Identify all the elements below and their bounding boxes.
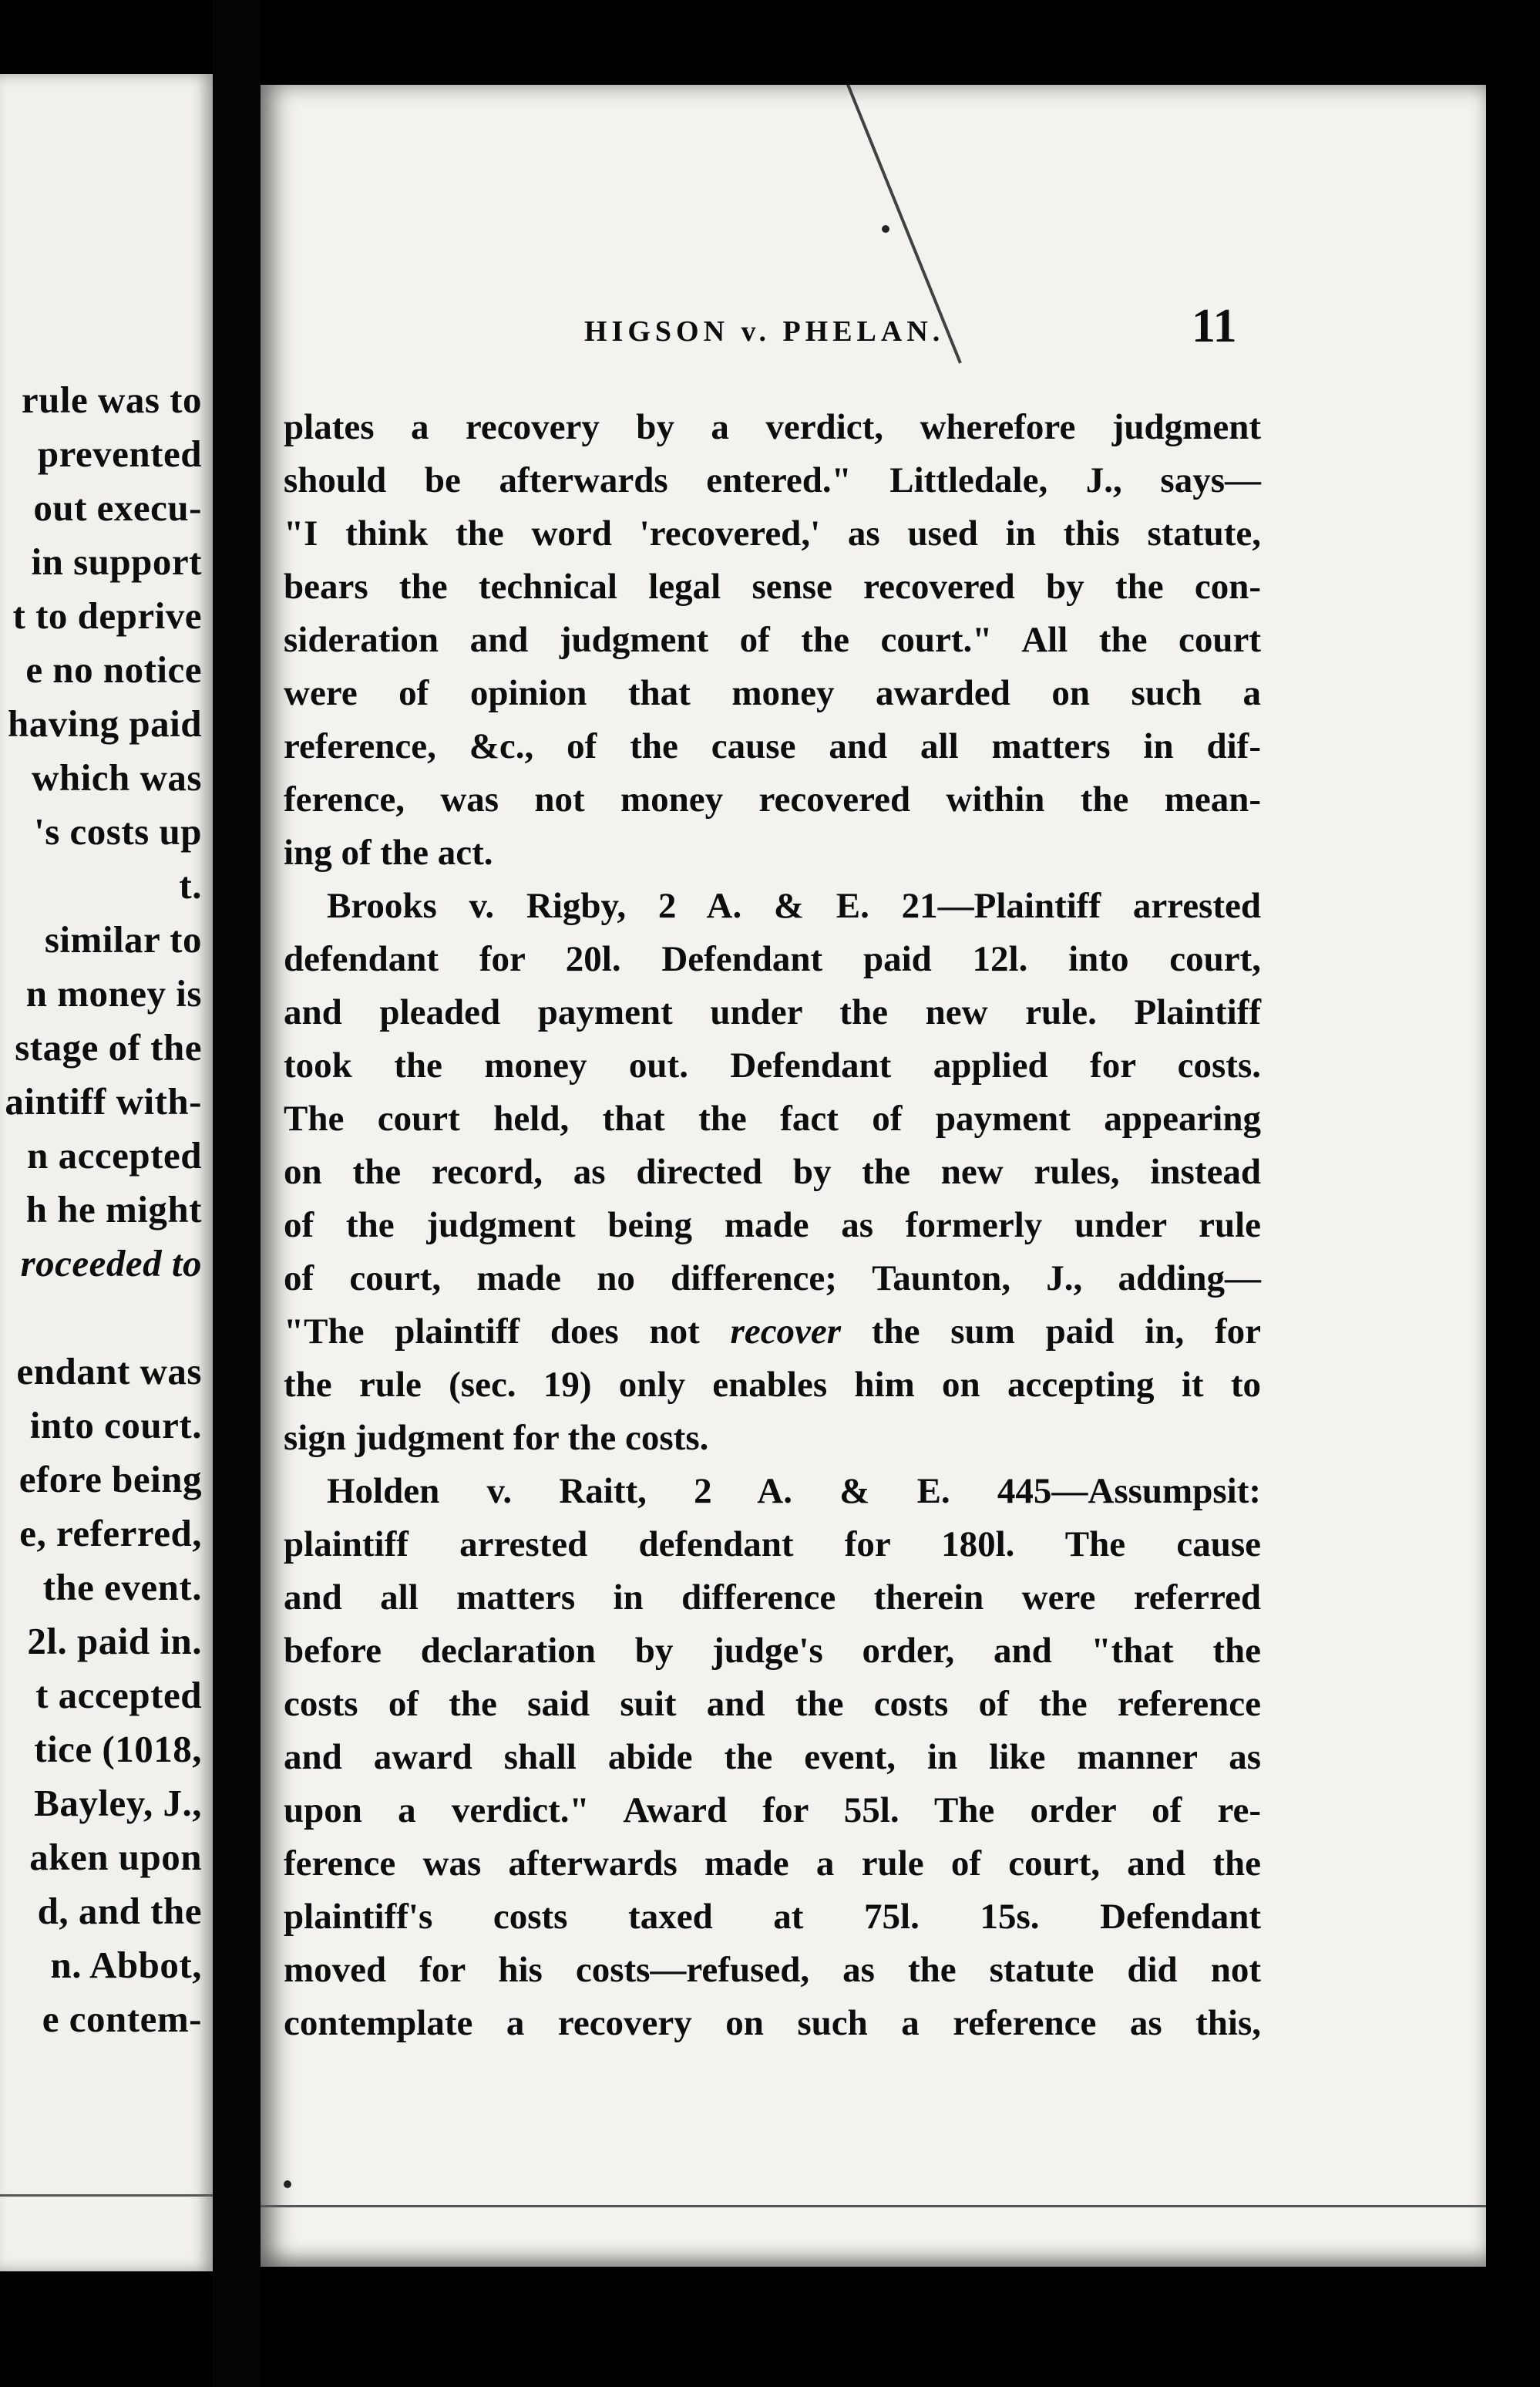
left-text-line: e, referred, (19, 1512, 202, 1554)
page-number: 11 (1192, 300, 1237, 352)
left-text-line: d, and the (37, 1890, 202, 1932)
body-text-line: moved for his costs—refused, as the statute did not (284, 1950, 1261, 1990)
left-text-line: into court. (29, 1404, 202, 1446)
left-text-line: similar to (44, 918, 202, 961)
left-text-line: h he might (25, 1188, 202, 1231)
left-text-line: out execu- (33, 486, 202, 529)
left-text-line: efore being (18, 1458, 202, 1500)
left-text-line (0, 1291, 202, 1345)
body-text-line: the rule (sec. 19) only enables him on accepting it to (284, 1365, 1261, 1405)
body-text-line: ference was afterwards made a rule of court, and the (284, 1843, 1261, 1884)
left-text-line: tice (1018, (34, 1728, 202, 1770)
body-text-line: upon a verdict." Award for 55l. The order of re- (284, 1790, 1261, 1830)
body-text-line: ing of the act. (284, 833, 493, 873)
ink-speck (882, 225, 889, 233)
left-text-line: roceeded to (20, 1242, 202, 1284)
body-text-line: and all matters in difference therein were referred (284, 1577, 1261, 1618)
body-text-line: plaintiff arrested defendant for 180l. The cause (284, 1524, 1261, 1564)
body-text-line: took the money out. Defendant applied for costs. (284, 1045, 1261, 1086)
body-text-line: ference, was not money recovered within the mean- (284, 779, 1261, 820)
left-page-bottom-rule (0, 2194, 213, 2197)
body-text-line: of court, made no difference; Taunton, J., adding— (284, 1258, 1261, 1298)
left-text-line: t to deprive (12, 594, 202, 637)
left-text-line: aintiff with- (5, 1080, 202, 1123)
left-text-line: stage of the (15, 1026, 202, 1069)
body-text-line: bears the technical legal sense recovered by the con- (284, 567, 1261, 607)
left-page-text (0, 373, 202, 2046)
body-text-line: plaintiff's costs taxed at 75l. 15s. Defendant (284, 1897, 1261, 1937)
body-text-line: and award shall abide the event, in like manner as (284, 1737, 1261, 1777)
left-text-line: n money is (25, 972, 202, 1015)
left-page-fragment (0, 74, 213, 2271)
body-text (284, 401, 1261, 2050)
body-text-line: Holden v. Raitt, 2 A. & E. 445—Assumpsit: (327, 1471, 1261, 1511)
left-text-line: which was (32, 756, 202, 799)
body-text-line: before declaration by judge's order, and "that the (284, 1631, 1261, 1671)
left-text-line: n accepted (27, 1134, 202, 1177)
body-text-line: sideration and judgment of the court." All the court (284, 620, 1261, 660)
right-page-bottom-rule (261, 2205, 1486, 2207)
left-text-line: endant was (16, 1350, 202, 1392)
ink-speck (284, 2180, 291, 2188)
left-text-line: prevented (37, 433, 202, 475)
body-text-line: on the record, as directed by the new rules, instead (284, 1152, 1261, 1192)
body-text-line: Brooks v. Rigby, 2 A. & E. 21—Plaintiff arrested (327, 886, 1261, 926)
left-text-line: rule was to (21, 379, 202, 421)
right-page (261, 85, 1486, 2267)
left-text-line: t. (179, 864, 202, 907)
body-text-line: of the judgment being made as formerly under rule (284, 1205, 1261, 1245)
body-text-line: should be afterwards entered." Littledale, J., says— (284, 460, 1261, 500)
body-text-line: reference, &c., of the cause and all matters in dif- (284, 726, 1261, 766)
left-text-line: Bayley, J., (34, 1782, 202, 1824)
body-text-line: sign judgment for the costs. (284, 1418, 709, 1458)
body-text-line: plates a recovery by a verdict, wherefore judgment (284, 407, 1261, 447)
left-text-line: e no notice (25, 648, 202, 691)
left-text-line: 's costs up (34, 810, 202, 853)
left-text-line: having paid (8, 702, 202, 745)
left-text-line: t accepted (35, 1674, 202, 1716)
body-text-line: "The plaintiff does not recover the sum paid in, for (284, 1311, 1261, 1352)
body-text-line: The court held, that the fact of payment appearing (284, 1099, 1261, 1139)
book-gutter (213, 0, 261, 2387)
body-text-line: costs of the said suit and the costs of the reference (284, 1684, 1261, 1724)
left-text-line: in support (31, 540, 202, 583)
left-text-line: e contem- (42, 1998, 202, 2040)
left-text-line: 2l. paid in. (27, 1620, 202, 1662)
running-head: HIGSON v. PHELAN. (584, 315, 945, 348)
body-text-line: contemplate a recovery on such a reference as this, (284, 2003, 1261, 2043)
body-text-line: defendant for 20l. Defendant paid 12l. into court, (284, 939, 1261, 979)
left-text-line: the event. (42, 1566, 202, 1608)
left-text-line: aken upon (29, 1836, 202, 1878)
body-text-line: "I think the word 'recovered,' as used in this statute, (284, 513, 1261, 554)
body-text-line: and pleaded payment under the new rule. Plaintiff (284, 992, 1261, 1032)
body-text-line: were of opinion that money awarded on such a (284, 673, 1261, 713)
left-text-line: n. Abbot, (50, 1944, 202, 1986)
